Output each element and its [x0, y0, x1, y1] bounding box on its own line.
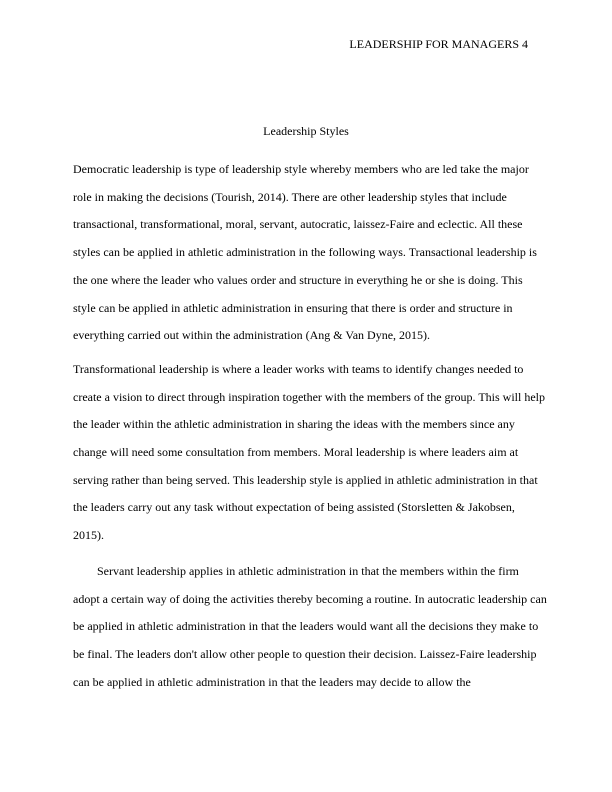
paragraph-1: Democratic leadership is type of leadership style whereby members who are led take the major role in making the decisions (Tourish, 2014). There are other leadership styles that include transactional, transformational, moral, servant, autocratic, laissez-Faire and eclectic. All these styles can be applied in athletic administration in the following ways. Transactional leadership is the one where the leader who values order and structure in everything he or she is doing. This style can be applied in athletic administration in ensuring that there is order and structure in everything carried out within the administration (Ang & Van Dyne, 2015).: [73, 162, 537, 343]
page-title: Leadership Styles: [263, 124, 349, 138]
running-head: LEADERSHIP FOR MANAGERS 4: [349, 37, 528, 51]
document-body: [73, 156, 547, 702]
paragraph-3: Servant leadership applies in athletic administration in that the members within the firm adopt a certain way of doing the activities thereby becoming a routine. In autocratic leadership can be applied in athletic administration in that the leaders would want all the decisions they make to be final. The leaders don't allow other people to question their decision. Laissez-Faire leadership can be applied in athletic administration in that the leaders may decide to allow the: [73, 563, 547, 689]
paragraph-2: Transformational leadership is where a leader works with teams to identify changes needed to create a vision to direct through inspiration together with the members of the group. This will help the leader within the athletic administration in sharing the ideas with the members since any change will need some consultation from members. Moral leadership is where leaders aim at serving rather than being served. This leadership style is applied in athletic administration in that the leaders carry out any task without expectation of being assisted (Storsletten & Jakobsen, 2015).: [73, 361, 546, 543]
